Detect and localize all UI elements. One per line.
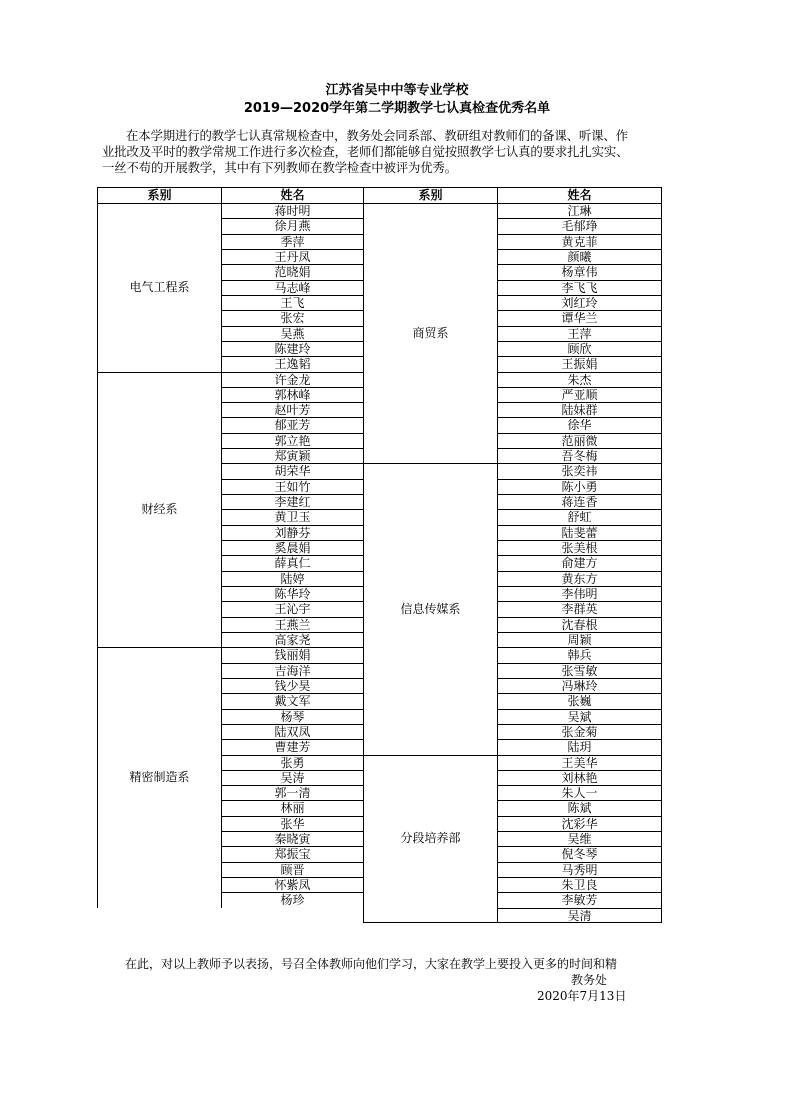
teacher-name-cell: 刘红玲: [497, 295, 662, 310]
teacher-name-cell: 张金菊: [497, 724, 662, 739]
teacher-name-cell: 钱少昊: [221, 678, 363, 693]
department-cell: 分段培养部: [363, 755, 497, 924]
teacher-name-cell: 吴燕: [221, 326, 363, 341]
intro-paragraph: [102, 128, 662, 176]
teacher-name-cell: 蒋连香: [497, 494, 662, 509]
teacher-name-cell: 杨章伟: [497, 264, 662, 279]
intro-line: 业批改及平时的教学常规工作进行多次检查，老师们都能够自觉按照教学七认真的要求扎扎实实、: [102, 144, 629, 159]
roster-table: [97, 187, 661, 923]
teacher-name-cell: 李群英: [497, 601, 662, 616]
teacher-name-cell: 顾欣: [497, 341, 662, 356]
teacher-name-cell: 顾晋: [221, 862, 363, 877]
teacher-name-cell: 倪冬琴: [497, 846, 662, 861]
department-cell: 财经系: [97, 372, 221, 648]
teacher-name-cell: 徐月燕: [221, 218, 363, 233]
teacher-name-cell: 俞建方: [497, 555, 662, 570]
school-title: 江苏省吴中中等专业学校: [325, 83, 469, 98]
teacher-name-cell: 蒋时明: [221, 203, 363, 218]
teacher-name-cell: 王振娟: [497, 356, 662, 371]
intro-line: 一丝不苟的开展教学，其中有下列教师在教学检查中被评为优秀。: [102, 160, 457, 175]
teacher-name-cell: 陈建玲: [221, 341, 363, 356]
teacher-name-cell: 胡荣华: [221, 463, 363, 478]
teacher-name-cell: 陆双凤: [221, 724, 363, 739]
closing-text: 在此，对以上教师予以表扬，号召全体教师向他们学习，大家在教学上要投入更多的时间和精: [125, 957, 618, 971]
teacher-name-cell: 沈春根: [497, 617, 662, 632]
teacher-name-cell: 郭一清: [221, 785, 363, 800]
teacher-name-cell: 王萍: [497, 326, 662, 341]
teacher-name-cell: 吴斌: [497, 709, 662, 724]
teacher-name-cell: 季萍: [221, 234, 363, 249]
teacher-name-cell: 王逸韬: [221, 356, 363, 371]
teacher-name-cell: 张华: [221, 816, 363, 831]
teacher-name-cell: 陈华玲: [221, 586, 363, 601]
teacher-name-cell: 韩兵: [497, 647, 662, 662]
teacher-name-cell: 黄卫玉: [221, 509, 363, 524]
teacher-name-cell: 吉海洋: [221, 663, 363, 678]
teacher-name-cell: 黄克菲: [497, 234, 662, 249]
teacher-name-cell: 奚晨娟: [221, 540, 363, 555]
document-title: 2019—2020学年第二学期教学七认真检查优秀名单: [243, 101, 551, 116]
teacher-name-cell: 谭华兰: [497, 310, 662, 325]
column-header: 姓名: [221, 187, 363, 203]
teacher-name-cell: 张巍: [497, 693, 662, 708]
teacher-name-cell: 陆玥: [497, 739, 662, 754]
teacher-name-cell: 吾冬梅: [497, 448, 662, 463]
teacher-name-cell: 陆妹群: [497, 402, 662, 417]
teacher-name-cell: 朱人一: [497, 785, 662, 800]
teacher-name-cell: 朱卫良: [497, 877, 662, 892]
teacher-name-cell: 林丽: [221, 800, 363, 815]
teacher-name-cell: 高家尧: [221, 632, 363, 647]
teacher-name-cell: 郁亚芳: [221, 417, 363, 432]
teacher-name-cell: 毛郁琤: [497, 218, 662, 233]
teacher-name-cell: 王飞: [221, 295, 363, 310]
teacher-name-cell: 陈小勇: [497, 479, 662, 494]
teacher-name-cell: 张勇: [221, 755, 363, 770]
teacher-name-cell: 冯琳玲: [497, 678, 662, 693]
teacher-name-cell: 王美华: [497, 755, 662, 770]
intro-line: 在本学期进行的教学七认真常规检查中，教务处会同系部、教研组对教师们的备课、听课、作: [126, 128, 628, 143]
teacher-name-cell: 许金龙: [221, 372, 363, 387]
teacher-name-cell: 秦晓寅: [221, 831, 363, 846]
teacher-name-cell: 马秀明: [497, 862, 662, 877]
teacher-name-cell: 戴文军: [221, 693, 363, 708]
column-header: 姓名: [497, 187, 662, 203]
teacher-name-cell: 范晓娟: [221, 264, 363, 279]
department-cell: 电气工程系: [97, 203, 221, 372]
teacher-name-cell: 郑振宝: [221, 846, 363, 861]
department-cell: 信息传媒系: [363, 463, 497, 754]
teacher-name-cell: 吴清: [497, 908, 662, 923]
teacher-name-cell: 王沁宇: [221, 601, 363, 616]
teacher-name-cell: 马志峰: [221, 280, 363, 295]
teacher-name-cell: 王丹凤: [221, 249, 363, 264]
teacher-name-cell: 钱丽娟: [221, 647, 363, 662]
teacher-name-cell: 张宏: [221, 310, 363, 325]
column-header: 系别: [363, 187, 497, 203]
teacher-name-cell: 张雪敏: [497, 663, 662, 678]
teacher-name-cell: 郭立艳: [221, 433, 363, 448]
teacher-name-cell: 陈斌: [497, 800, 662, 815]
teacher-name-cell: 徐华: [497, 417, 662, 432]
teacher-name-cell: 王燕兰: [221, 617, 363, 632]
teacher-name-cell: 颜曦: [497, 249, 662, 264]
teacher-name-cell: 王如竹: [221, 479, 363, 494]
teacher-name-cell: 刘林艳: [497, 770, 662, 785]
teacher-name-cell: 严亚顺: [497, 387, 662, 402]
teacher-name-cell: 舒虹: [497, 509, 662, 524]
teacher-name-cell: 吴涛: [221, 770, 363, 785]
issuer: 教务处: [571, 973, 608, 987]
teacher-name-cell: 赵叶芳: [221, 402, 363, 417]
teacher-name-cell: 李建红: [221, 494, 363, 509]
teacher-name-cell: 范丽微: [497, 433, 662, 448]
teacher-name-cell: 周颖: [497, 632, 662, 647]
teacher-name-cell: 李伟明: [497, 586, 662, 601]
teacher-name-cell: 杨珍: [221, 892, 363, 907]
teacher-name-cell: 郑寅颖: [221, 448, 363, 463]
teacher-name-cell: 薛真仁: [221, 555, 363, 570]
teacher-name-cell: 刘静芬: [221, 525, 363, 540]
teacher-name-cell: 陆婷: [221, 571, 363, 586]
teacher-name-cell: 张美根: [497, 540, 662, 555]
teacher-name-cell: 吴维: [497, 831, 662, 846]
department-cell: 精密制造系: [97, 647, 221, 907]
teacher-name-cell: 陆斐蕾: [497, 525, 662, 540]
teacher-name-cell: 郭林峰: [221, 387, 363, 402]
column-header: 系别: [97, 187, 221, 203]
teacher-name-cell: 李飞飞: [497, 280, 662, 295]
teacher-name-cell: 曹建芳: [221, 739, 363, 754]
department-cell: 商贸系: [363, 203, 497, 463]
teacher-name-cell: 李敏芳: [497, 892, 662, 907]
teacher-name-cell: 沈彩华: [497, 816, 662, 831]
teacher-name-cell: 怀紫凤: [221, 877, 363, 892]
teacher-name-cell: 张奕祎: [497, 463, 662, 478]
issue-date: 2020年7月13日: [537, 989, 627, 1003]
teacher-name-cell: 江琳: [497, 203, 662, 218]
teacher-name-cell: 黄东方: [497, 571, 662, 586]
teacher-name-cell: 朱杰: [497, 372, 662, 387]
teacher-name-cell: 杨琴: [221, 709, 363, 724]
